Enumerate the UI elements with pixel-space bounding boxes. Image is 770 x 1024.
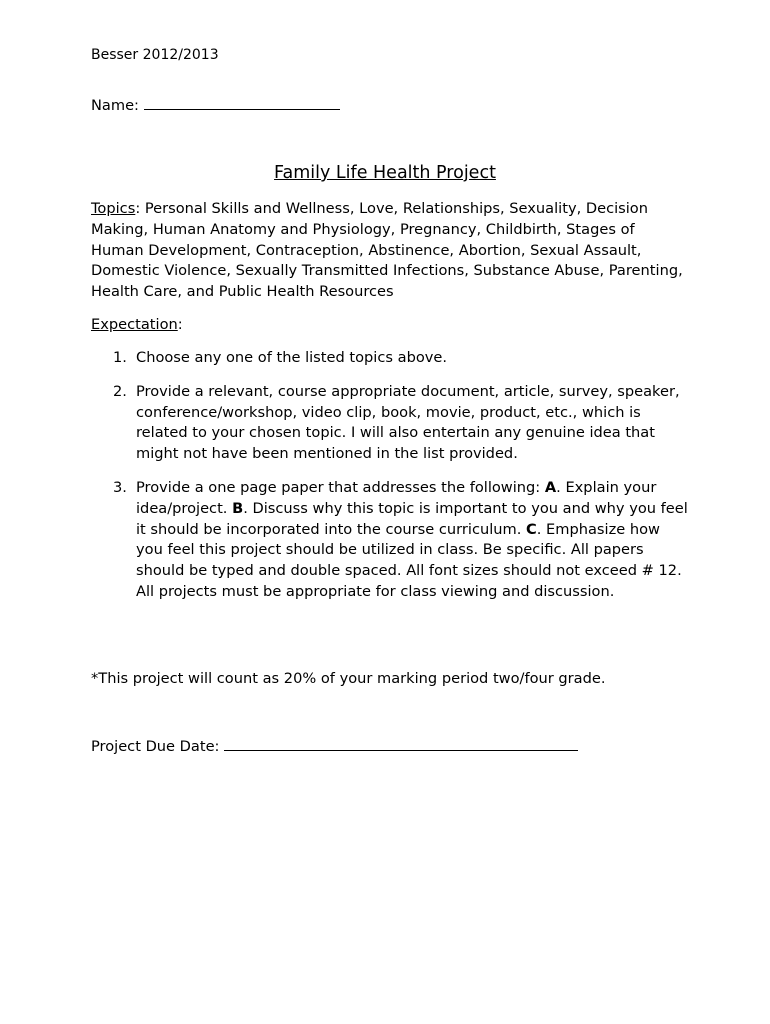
list-item-text: Provide a relevant, course appropriate document, article, survey, speaker, conference/workshop, video clip, book, movie, product, etc., which is related to your chosen topic. I will also entertain any genuine idea that might not have been mentioned in the list provided. bbox=[136, 382, 680, 463]
item3-part2: . Explain your idea/project. bbox=[136, 478, 657, 517]
expectation-label: Expectation bbox=[91, 316, 178, 333]
expectation-list bbox=[91, 348, 691, 616]
topics-text: : Personal Skills and Wellness, Love, Relationships, Sexuality, Decision Making, Human Anatomy and Physiology, Pregnancy, Childbirth, Stages of Human Development, Contraception, Abstinence, Abortion, Sexual Assault, Domestic Violence, Sexually Transmitted Infections, Substance Abuse, Parenting, Health Care, and Public Health Resources bbox=[91, 200, 683, 301]
document-title: Family Life Health Project bbox=[274, 163, 496, 183]
name-blank bbox=[144, 95, 340, 110]
due-date-line bbox=[91, 736, 578, 757]
list-item-number: 2. bbox=[113, 382, 127, 400]
list-item-text: Choose any one of the listed topics above. bbox=[136, 349, 448, 366]
expectation-heading bbox=[91, 315, 183, 335]
item3-bold-b: B bbox=[232, 499, 244, 517]
name-label: Name: bbox=[91, 97, 139, 114]
list-item bbox=[91, 478, 691, 603]
topics-label: Topics bbox=[91, 200, 136, 217]
topics-paragraph bbox=[91, 199, 691, 303]
item3-part1: Provide a one page paper that addresses the following: bbox=[136, 478, 545, 496]
item3-bold-c: C bbox=[526, 520, 537, 538]
due-date-label: Project Due Date: bbox=[91, 738, 220, 755]
item3-bold-a: A bbox=[544, 478, 557, 496]
list-item-number: 3. bbox=[113, 478, 127, 496]
list-item bbox=[91, 348, 691, 369]
name-line bbox=[91, 95, 340, 116]
course-year-line: Besser 2012/2013 bbox=[91, 47, 219, 63]
list-item bbox=[91, 382, 691, 465]
list-item-text bbox=[136, 479, 688, 600]
item3-part4: . Emphasize how you feel this project should be utilized in class. Be specific. All papers should be typed and double spaced. All font sizes should not exceed # 12. All projects must be appropriate for class viewing and discussion. bbox=[136, 520, 682, 600]
expectation-suffix: : bbox=[177, 316, 183, 333]
item3-part3: . Discuss why this topic is important to you and why you feel it should be incorporated into the course curriculum. bbox=[136, 499, 688, 538]
list-item-number: 1. bbox=[113, 349, 127, 366]
due-date-blank bbox=[224, 736, 578, 751]
grade-note: *This project will count as 20% of your marking period two/four grade. bbox=[91, 670, 606, 687]
